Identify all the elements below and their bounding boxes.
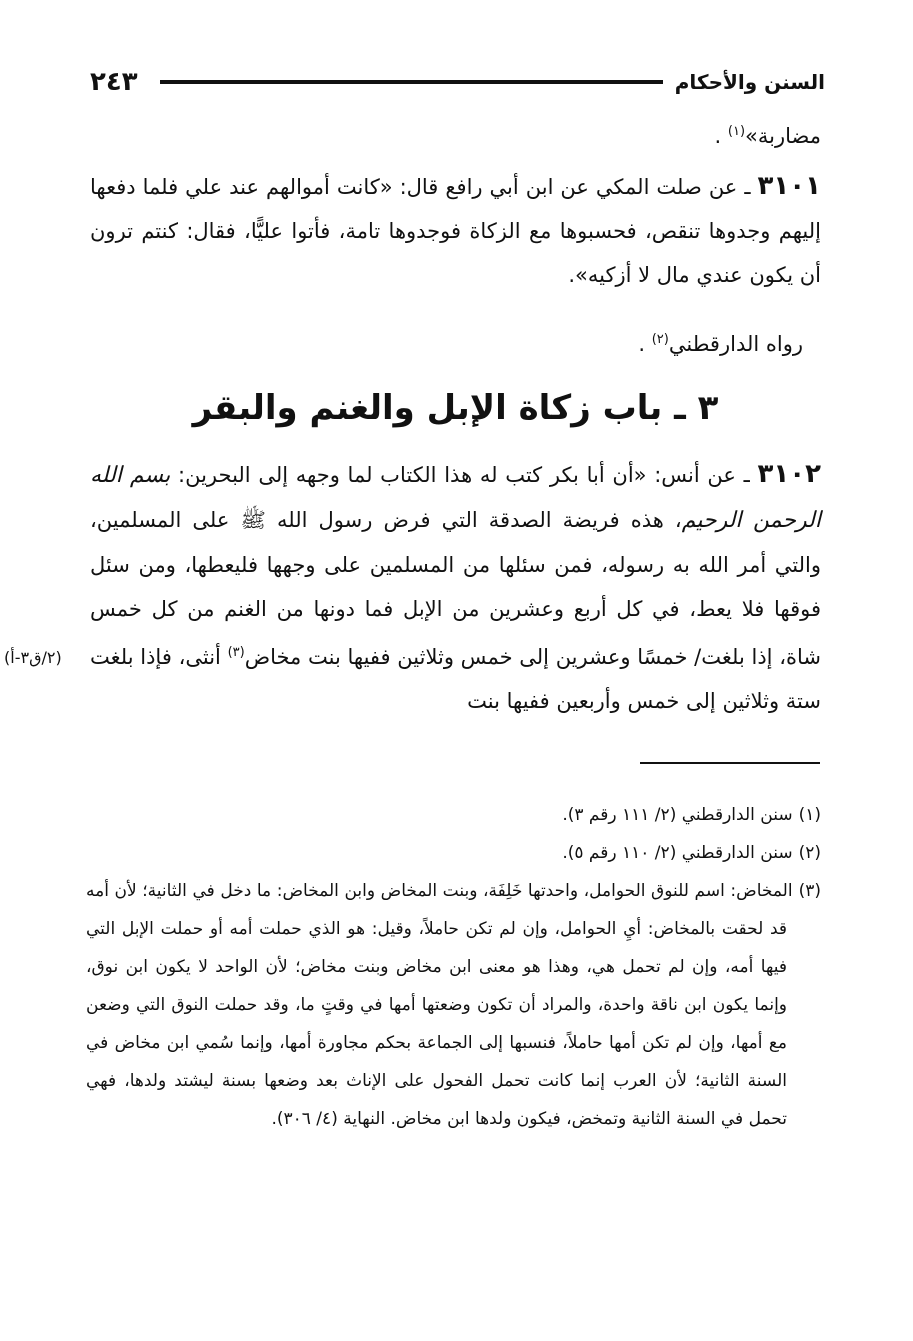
footnote-1 [86,796,821,834]
hadith-text: أنثى، فإذا بلغت ستة وثلاثين إلى خمس وأربعين ففيها بنت [90,645,821,713]
footnotes [86,796,821,1138]
hadith-text: ـ عن أنس: «أن أبا بكر كتب له هذا الكتاب لما وجهه إلى البحرين: [170,463,758,487]
footnote-text: سنن الدارقطني (٢/ ١١٠ رقم ٥). [562,843,793,863]
hadith-3102 [90,452,821,723]
header-rule [160,80,663,84]
footnote-label: (٢) [798,843,821,863]
narration-text: رواه الدارقطني [668,332,803,356]
footnote-2 [86,834,821,872]
basmala-calligraphy: بسم الله الرحمن الرحيم [90,463,821,533]
hadith-text: ، هذه فريضة الصدقة التي فرض رسول الله ﷺ على المسلمين، والتي أمر الله به رسوله، فمن سئلها من المسلمين على وجهها فليعطها، ومن سئل فوقها فلا يعط، في كل أربع وعشرين من الإبل فما دونها من الغنم من كل خمس شاة، إذا بلغت/ خمسًا وعشرين إلى خمس وثلاثين ففيها بنت مخاض [90,508,821,669]
footnote-text: المخاض: اسم للنوق الحوامل، واحدتها خَلِفَة، وبنت المخاض وابن المخاض: ما دخل في الثانية؛ لأن أمه قد لحقت بالمخاض: أيِ الحوامل، وإن لم تكن حاملاً، وقيل: هو الذي حملت أمه أو حملت الإبل التي فيها أمه، وإن لم تحمل هي، وهذا هو معنى ابن مخاض وبنت مخاض؛ لأن الواحد لا يكون ابن نوق، وإنما يكون ابن ناقة واحدة، والمراد أن تكون وضعتها أمها في وقتٍ ما، وقد حملت النوق التي وضعن مع أمها، وإن لم تكن أمها حاملاً، فنسبها إلى الجماعة بحكم مجاورة أمها، وإنما سُمي ابن مخاض في السنة الثانية؛ لأن العرب إنما كانت تحمل الفحول على الإناث بعد وضعها بسنة ليشتد ولدها، فهي تحمل في السنة الثانية وتمخض، فيكون ولدها ابن مخاض. النهاية (٤/ ٣٠٦). [86,881,793,1129]
hadith-number: ٣١٠١ [757,171,821,201]
hadith-text: ـ عن صلت المكي عن ابن أبي رافع قال: «كانت أموالهم عند علي فلما دفعها إليهم وجدوها تنقص، فحسبوها مع الزكاة فوجدوها تامة، فأتوا عليًّا، فقال: كنتم ترون أن يكون عندي مال لا أزكيه». [90,175,821,287]
footnote-3 [86,872,821,1138]
footnote-label: (١) [798,805,821,825]
carry-over-text: مضاربة» [745,124,821,148]
footnote-ref: (١) [727,124,746,139]
hadith-number: ٣١٠٢ [757,459,821,489]
footnote-divider [640,762,820,764]
manuscript-folio-note: (٢/ق٣-أ) [4,648,62,667]
carry-over-line: مضاربة»$^{(١)}$ . [714,124,821,148]
footnote-ref: (٣) [227,645,245,660]
footnote-text: سنن الدارقطني (٢/ ١١١ رقم ٣). [562,805,793,825]
page-header [90,62,825,102]
narration-line: رواه الدارقطني$^{(٢)}$ . [638,332,803,356]
hadith-3101 [90,164,821,297]
footnote-label: (٣) [798,881,821,901]
running-title: السنن والأحكام [674,70,825,94]
footnote-ref: (٢) [651,332,669,347]
page-number: ٢٤٣ [90,67,138,97]
chapter-title: ٣ ـ باب زكاة الإبل والغنم والبقر [192,388,719,428]
